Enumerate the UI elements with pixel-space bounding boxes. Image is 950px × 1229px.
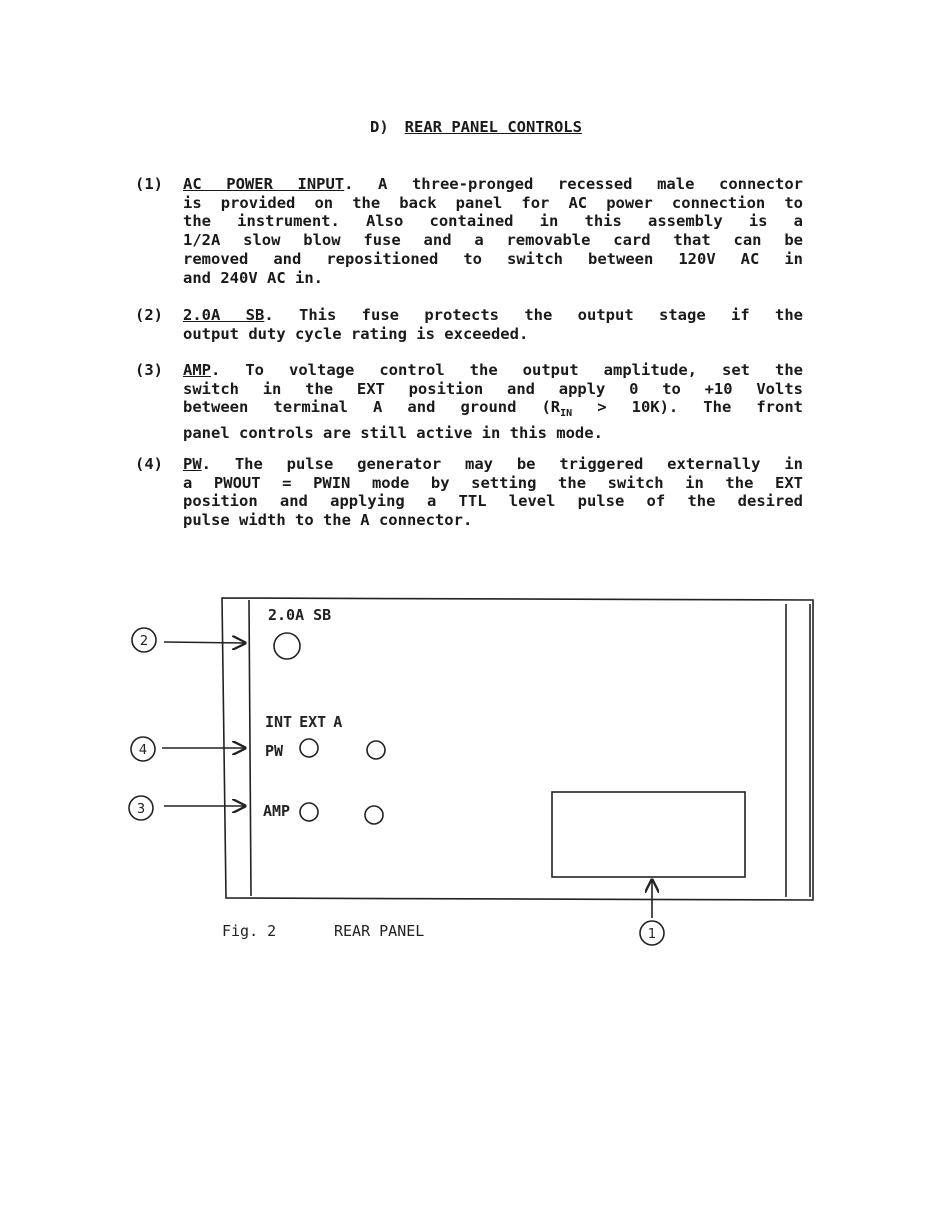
pw-label: PW xyxy=(265,742,284,760)
item-line: is provided on the back panel for AC power connection to xyxy=(183,193,803,212)
figure-caption-number: Fig. 2 xyxy=(222,922,277,940)
item-line: . To voltage control the output amplitude, set the xyxy=(211,361,803,379)
item-line: output duty cycle rating is exceeded. xyxy=(183,324,529,343)
fuse-holder xyxy=(274,633,300,659)
item-lead: AMP xyxy=(183,361,211,379)
item-line: 1/2A slow blow fuse and a removable card that can be xyxy=(183,231,803,250)
item-line: a PWOUT = PWIN mode by setting the switch in the EXT xyxy=(183,473,803,492)
item-line: and 240V AC in. xyxy=(183,268,323,287)
item-number: (3) xyxy=(135,361,163,379)
item-line: position and applying a TTL level pulse of the desired xyxy=(183,492,803,511)
panel-inner-left-line xyxy=(249,600,251,896)
item-line: switch in the EXT position and apply 0 to +10 Volts xyxy=(183,379,803,398)
item-lead: PW xyxy=(183,455,202,473)
item-number: (2) xyxy=(135,306,163,324)
item-line: the instrument. Also contained in this assembly is a xyxy=(183,212,803,231)
pw-a-connector xyxy=(367,741,385,759)
section-title: REAR PANEL CONTROLS xyxy=(404,118,582,136)
item-line-tail: > 10K). The front xyxy=(572,398,803,417)
pw-switch-jack xyxy=(300,739,318,757)
amp-a-connector xyxy=(365,806,383,824)
callout-number: 4 xyxy=(138,743,148,758)
item-line: between terminal A and ground (R xyxy=(183,398,561,417)
subscript: IN xyxy=(560,408,573,420)
amp-switch-jack xyxy=(300,803,318,821)
item-number: (4) xyxy=(135,455,163,473)
callout-number: 2 xyxy=(139,634,149,649)
figure-caption-title: REAR PANEL xyxy=(334,922,425,940)
callout-arrow xyxy=(164,642,245,643)
amp-label: AMP xyxy=(263,802,291,820)
section-letter: D) xyxy=(370,118,389,136)
callout-number: 3 xyxy=(136,802,146,817)
callout-number: 1 xyxy=(647,927,657,942)
item-lead: AC POWER INPUT xyxy=(183,175,345,193)
fuse-label: 2.0A SB xyxy=(268,606,332,624)
item-line: . This fuse protects the output stage if the xyxy=(264,306,803,324)
item-line: . A three-pronged recessed male connector xyxy=(344,175,803,193)
switch-header-label: INT EXT A xyxy=(265,713,343,731)
ac-power-connector xyxy=(552,792,745,877)
item-line: . The pulse generator may be triggered externally in xyxy=(201,455,803,473)
panel-outline xyxy=(222,598,813,900)
item-number: (1) xyxy=(135,175,163,193)
item-lead: 2.0A SB xyxy=(183,306,265,324)
item-line: pulse width to the A connector. xyxy=(183,511,473,530)
item-line: panel controls are still active in this mode. xyxy=(183,424,603,443)
item-line: removed and repositioned to switch between 120V AC in xyxy=(183,249,803,268)
